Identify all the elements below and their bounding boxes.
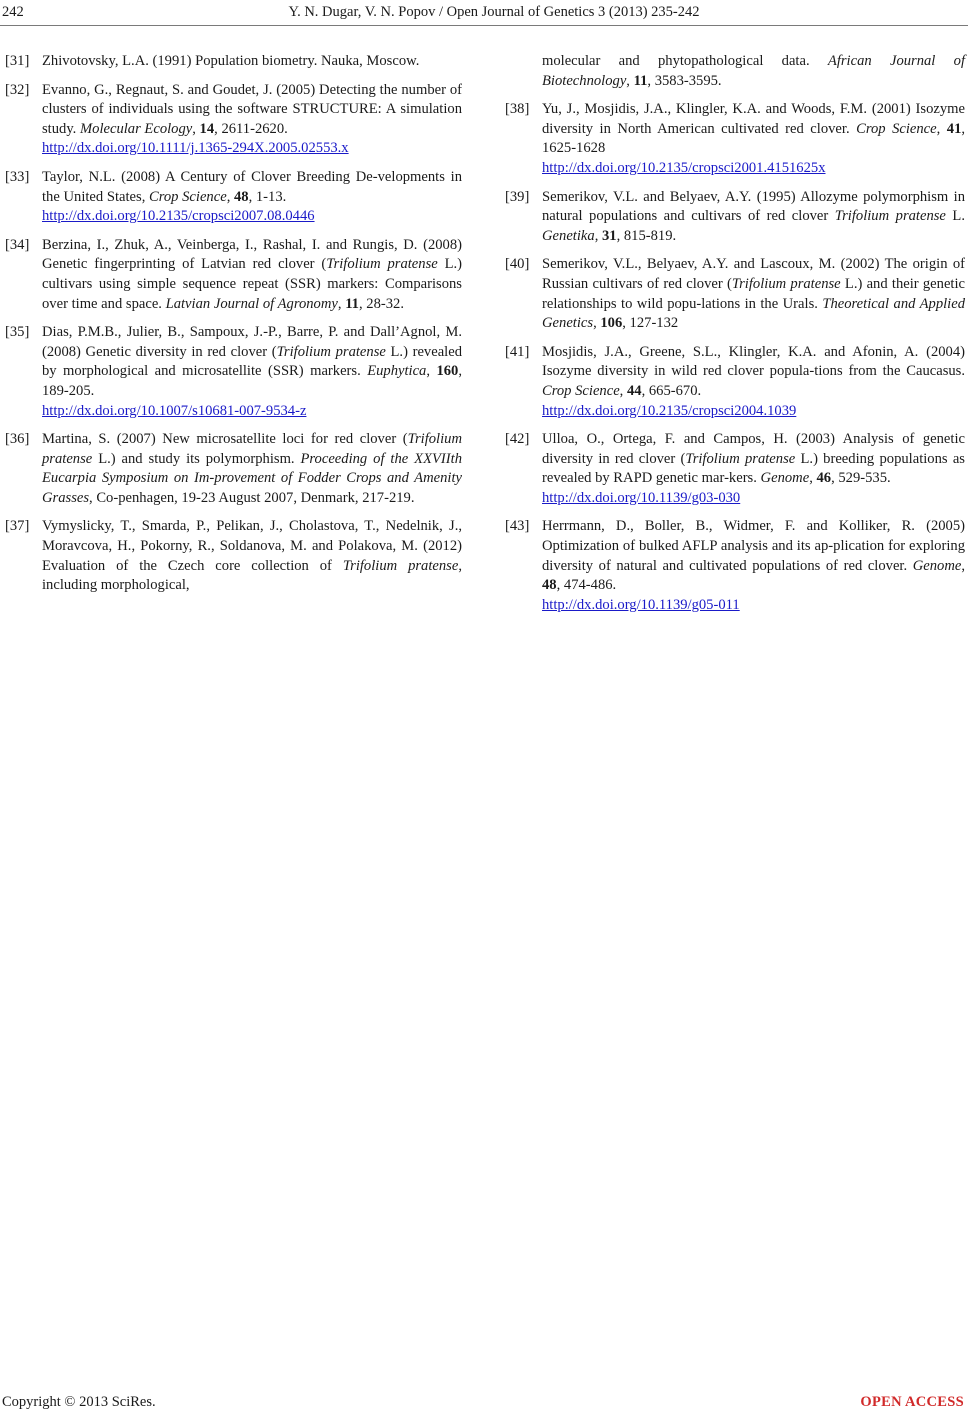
reference-item: [505, 188, 965, 247]
doi-link[interactable]: http://dx.doi.org/10.1007/s10681-007-9534-z: [42, 402, 307, 419]
reference-number: [37]: [5, 518, 30, 535]
reference-item: [5, 236, 462, 314]
reference-text: Mosjidis, J.A., Greene, S.L., Klingler, K.A. and Afonin, A. (2004) Isozyme diversity in wild red clover popula-tions from the Caucasus. Crop Science, 44, 665-670.: [542, 343, 965, 399]
reference-text: Semerikov, V.L. and Belyaev, A.Y. (1995) Allozyme polymorphism in natural populations and cultivars of red clover Trifolium pratense L. Genetika, 31, 815-819.: [542, 188, 965, 244]
reference-number: [33]: [5, 168, 30, 185]
reference-item: [5, 168, 462, 227]
reference-number: [39]: [505, 188, 530, 205]
reference-text: Herrmann, D., Boller, B., Widmer, F. and Kolliker, R. (2005) Optimization of bulked AFLP analysis and its ap-plication for exploring diversity of natural and cultivated populations of red clover. Genome, 48, 474-486.: [542, 518, 965, 594]
reference-number: [43]: [505, 518, 530, 535]
reference-item: [5, 430, 462, 508]
page-number: 242: [2, 4, 24, 20]
reference-item: [505, 517, 965, 615]
reference-item: [505, 255, 965, 333]
reference-text: Martina, S. (2007) New microsatellite loci for red clover (Trifolium pratense L.) and study its polymorphism. Proceeding of the XXVIIth Eucarpia Symposium on Im-provement of Fodder Crops and Amenity Grasses, Co-penhagen, 19-23 August 2007, Denmark, 217-219.: [42, 431, 462, 506]
reference-number: [42]: [505, 431, 530, 448]
reference-text: Ulloa, O., Ortega, F. and Campos, H. (2003) Analysis of genetic diversity in red clover (Trifolium pratense L.) breeding populations as revealed by RAPD genetic mar-kers. Genome, 46, 529-535.: [542, 431, 965, 487]
reference-item: [5, 517, 462, 595]
reference-number: [32]: [5, 81, 30, 98]
reference-continuation: molecular and phytopathological data. African Journal of Biotechnology, 11, 3583-3595.: [542, 53, 966, 89]
reference-text: Semerikov, V.L., Belyaev, A.Y. and Lascoux, M. (2002) The origin of Russian cultivars of red clover (Trifolium pratense L.) and their genetic relationships to wild popu-lations in the Urals. Theoretical and Applied Genetics, 106, 127-132: [542, 256, 966, 332]
reference-number: [34]: [5, 236, 30, 253]
doi-link[interactable]: http://dx.doi.org/10.2135/cropsci2007.08.0446: [42, 208, 315, 225]
reference-text: Evanno, G., Regnaut, S. and Goudet, J. (2005) Detecting the number of clusters of individuals using the software STRUCTURE: A simulation study. Molecular Ecology, 14, 2611-2620.: [42, 81, 462, 137]
header-rule: [0, 25, 968, 26]
reference-number: [35]: [5, 324, 30, 341]
doi-link[interactable]: http://dx.doi.org/10.1139/g03-030: [542, 489, 741, 506]
reference-text: Yu, J., Mosjidis, J.A., Klingler, K.A. and Woods, F.M. (2001) Isozyme diversity in North American cultivated red clover. Crop Science, 41, 1625-1628: [542, 101, 966, 157]
doi-link[interactable]: http://dx.doi.org/10.1139/g05-011: [542, 596, 740, 613]
doi-link[interactable]: http://dx.doi.org/10.1111/j.1365-294X.2005.02553.x: [42, 140, 349, 157]
running-title: Y. N. Dugar, V. N. Popov / Open Journal of Genetics 3 (2013) 235-242: [288, 4, 700, 20]
reference-number: [40]: [505, 256, 530, 273]
reference-text: Zhivotovsky, L.A. (1991) Population biometry. Nauka, Moscow.: [42, 53, 420, 69]
reference-text: Vymyslicky, T., Smarda, P., Pelikan, J., Cholastova, T., Nedelnik, J., Moravcova, H., Pokorny, R., Soldanova, M. and Polakova, M. (2012) Evaluation of the Czech core collection of Trifolium pratense, including morphological,: [42, 518, 462, 594]
reference-text: Dias, P.M.B., Julier, B., Sampoux, J.-P., Barre, P. and Dall’Agnol, M. (2008) Genetic diversity in red clover (Trifolium pratense L.) revealed by morphological and microsatellite (SSR) markers. Euphytica, 160, 189-205.: [42, 324, 463, 399]
reference-text: Berzina, I., Zhuk, A., Veinberga, I., Rashal, I. and Rungis, D. (2008) Genetic fingerprinting of Latvian red clover (Trifolium pratense L.) cultivars using simple sequence repeat (SSR) markers: Comparisons over time and space. Latvian Journal of Agronomy, 11, 28-32.: [42, 236, 463, 312]
doi-link[interactable]: http://dx.doi.org/10.2135/cropsci2001.4151625x: [542, 159, 826, 176]
left-column: [5, 52, 462, 605]
reference-number: [38]: [505, 101, 530, 118]
reference-item: [505, 343, 965, 421]
reference-number: [31]: [5, 53, 30, 69]
reference-number: [36]: [5, 431, 30, 448]
footer-open-access: OPEN ACCESS: [860, 1394, 964, 1410]
reference-number: [41]: [505, 343, 530, 360]
reference-item: [505, 100, 965, 178]
reference-item: [5, 323, 462, 421]
reference-text: Taylor, N.L. (2008) A Century of Clover Breeding De-velopments in the United States, Crop Science, 48, 1-13.: [42, 168, 462, 205]
footer-copyright: Copyright © 2013 SciRes.: [2, 1394, 156, 1410]
right-column: [505, 52, 965, 624]
doi-link[interactable]: http://dx.doi.org/10.2135/cropsci2004.1039: [542, 402, 797, 419]
reference-item: [5, 81, 462, 159]
reference-item: [505, 430, 965, 508]
reference-item: [5, 52, 462, 72]
